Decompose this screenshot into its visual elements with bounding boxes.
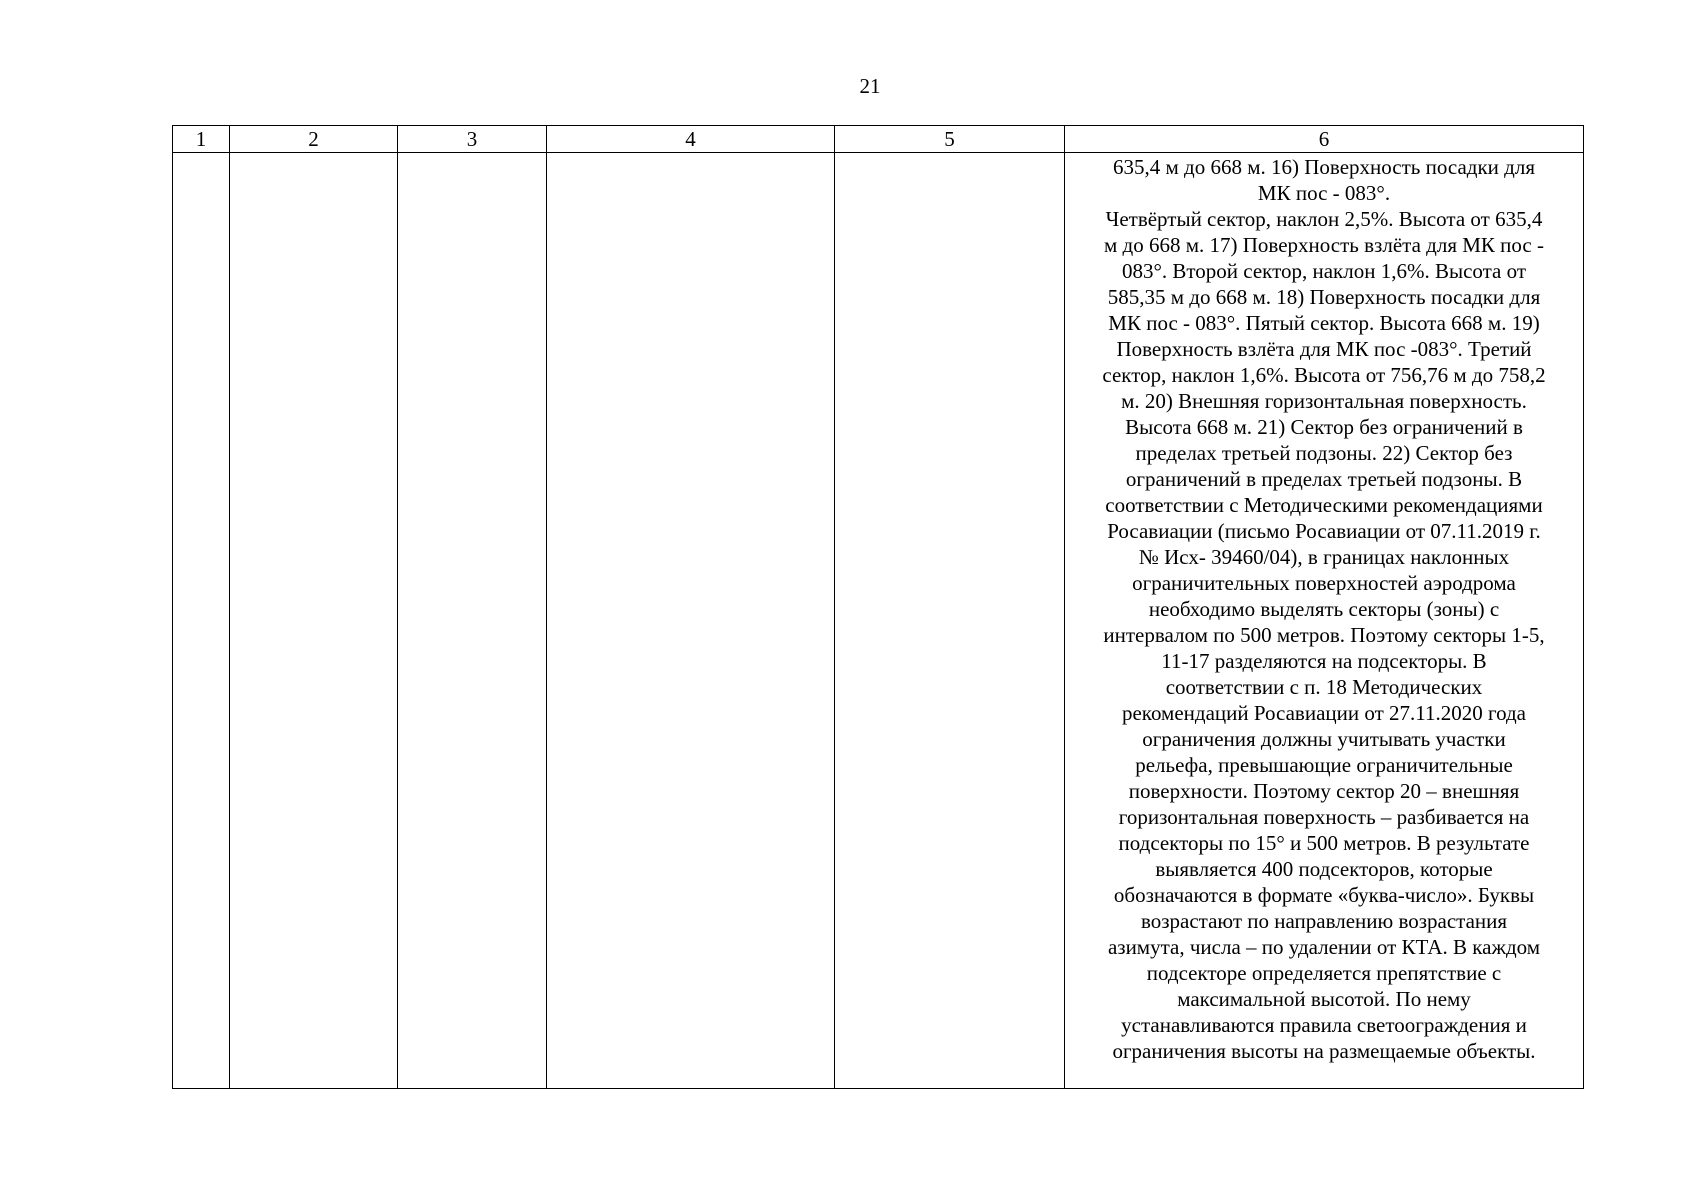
text-line: подсекторы по 15° и 500 метров. В результате xyxy=(1118,831,1530,855)
text-line: соответствии с Методическими рекомендациями xyxy=(1105,493,1543,517)
text-line: поверхности. Поэтому сектор 20 – внешняя xyxy=(1128,779,1520,803)
text-line: 585,35 м до 668 м. 18) Поверхность посадки для xyxy=(1107,285,1541,309)
text-line: ограничения должны учитывать участки xyxy=(1142,727,1506,751)
text-line: м до 668 м. 17) Поверхность взлёта для МК пос - xyxy=(1104,233,1544,257)
text-line: азимута, числа – по удалении от КТА. В каждом xyxy=(1107,935,1541,959)
cell-col-6-text xyxy=(1065,153,1583,1064)
text-line: ограничений в пределах третьей подзоны. В xyxy=(1125,467,1523,491)
text-line: подсекторе определяется препятствие с xyxy=(1146,961,1502,985)
text-line: МК пос - 083°. Пятый сектор. Высота 668 м. 19) xyxy=(1108,311,1540,335)
text-line: возрастают по направлению возрастания xyxy=(1140,909,1508,933)
text-line: соответствии с п. 18 Методических xyxy=(1165,675,1483,699)
cell-col-6 xyxy=(1065,153,1584,1089)
text-line: Четвёртый сектор, наклон 2,5%. Высота от 635,4 xyxy=(1105,207,1543,231)
cell-col-1 xyxy=(173,153,230,1089)
text-line: устанавливаются правила светоограждения и xyxy=(1121,1013,1527,1037)
table-header-row xyxy=(173,126,1584,153)
text-line: м. 20) Внешняя горизонтальная поверхность. xyxy=(1121,389,1527,413)
table-row xyxy=(173,153,1584,1089)
text-line: сектор, наклон 1,6%. Высота от 756,76 м до 758,2 xyxy=(1102,363,1546,387)
column-header-1: 1 xyxy=(173,126,230,153)
text-line: 083°. Второй сектор, наклон 1,6%. Высота от xyxy=(1121,259,1527,283)
text-line: максимальной высотой. По нему xyxy=(1177,987,1471,1011)
cell-col-2 xyxy=(230,153,398,1089)
text-line: обозначаются в формате «буква-число». Буквы xyxy=(1113,883,1535,907)
cell-col-3 xyxy=(398,153,547,1089)
column-header-6: 6 xyxy=(1065,126,1584,153)
text-line: Поверхность взлёта для МК пос -083°. Третий xyxy=(1116,337,1532,361)
column-header-3: 3 xyxy=(398,126,547,153)
page-number: 21 xyxy=(859,74,881,98)
text-line: интервалом по 500 метров. Поэтому секторы 1-5, xyxy=(1103,623,1545,647)
text-line: необходимо выделять секторы (зоны) с xyxy=(1148,597,1500,621)
cell-col-5 xyxy=(835,153,1065,1089)
text-line: выявляется 400 подсекторов, которые xyxy=(1155,857,1493,881)
text-line: МК пос - 083°. xyxy=(1257,181,1391,205)
cell-col-4 xyxy=(547,153,835,1089)
text-line: ограничения высоты на размещаемые объекты. xyxy=(1112,1039,1536,1063)
document-table xyxy=(172,125,1584,1089)
text-line: Высота 668 м. 21) Сектор без ограничений в xyxy=(1125,415,1523,439)
text-line: рельефа, превышающие ограничительные xyxy=(1135,753,1513,777)
text-line: ограничительных поверхностей аэродрома xyxy=(1132,571,1516,595)
text-line: Росавиации (письмо Росавиации от 07.11.2019 г. xyxy=(1107,519,1541,543)
text-line: 11-17 разделяются на подсекторы. В xyxy=(1161,649,1487,673)
text-line: рекомендаций Росавиации от 27.11.2020 года xyxy=(1121,701,1526,725)
text-line: 635,4 м до 668 м. 16) Поверхность посадки для xyxy=(1113,155,1535,179)
text-line: пределах третьей подзоны. 22) Сектор без xyxy=(1135,441,1513,465)
column-header-2: 2 xyxy=(230,126,398,153)
text-line: № Исх- 39460/04), в границах наклонных xyxy=(1138,545,1510,569)
column-header-4: 4 xyxy=(547,126,835,153)
text-line: горизонтальная поверхность – разбивается на xyxy=(1118,805,1530,829)
column-header-5: 5 xyxy=(835,126,1065,153)
